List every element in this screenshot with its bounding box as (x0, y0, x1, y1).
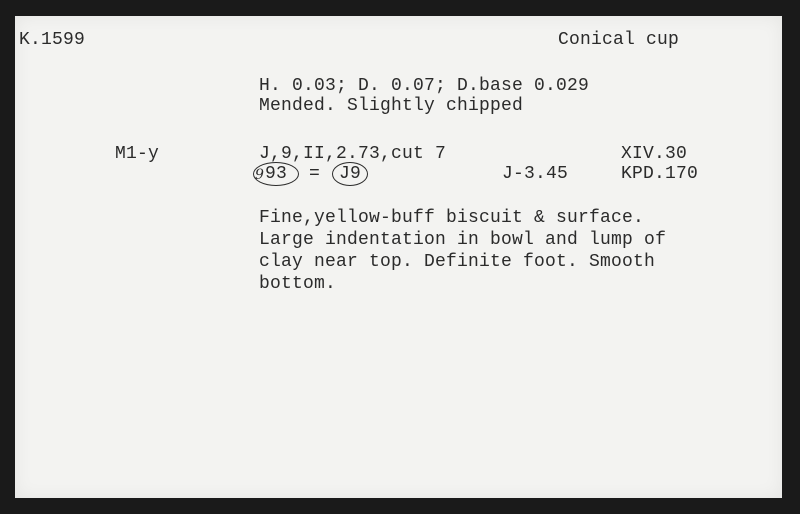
ref-line-2-number: 93 (265, 164, 288, 184)
handwritten-mark: 9 (255, 167, 264, 183)
description-line-2: Large indentation in bowl and lump of (259, 230, 667, 250)
ref-line-2-mid: J-3.45 (502, 164, 569, 184)
ref-line-1: J,9,II,2.73,cut 7 (259, 144, 447, 164)
ref-line-2-right: KPD.170 (621, 164, 699, 184)
circle-mark-1 (253, 162, 299, 186)
circle-mark-2 (332, 162, 368, 186)
catalog-card (15, 16, 782, 498)
ref-line-2-equals: = (309, 164, 321, 184)
description-line-3: clay near top. Definite foot. Smooth (259, 252, 656, 272)
condition: Mended. Slightly chipped (259, 96, 524, 116)
catalog-number: K.1599 (19, 30, 86, 50)
description-line-4: bottom. (259, 274, 337, 294)
code-label: M1-y (115, 144, 160, 164)
description-line-1: Fine,yellow-buff biscuit & surface. (259, 208, 645, 228)
dimensions: H. 0.03; D. 0.07; D.base 0.029 (259, 76, 590, 96)
ref-line-1-right: XIV.30 (621, 144, 688, 164)
object-type: Conical cup (558, 30, 680, 50)
ref-line-2-j: J9 (339, 164, 362, 184)
